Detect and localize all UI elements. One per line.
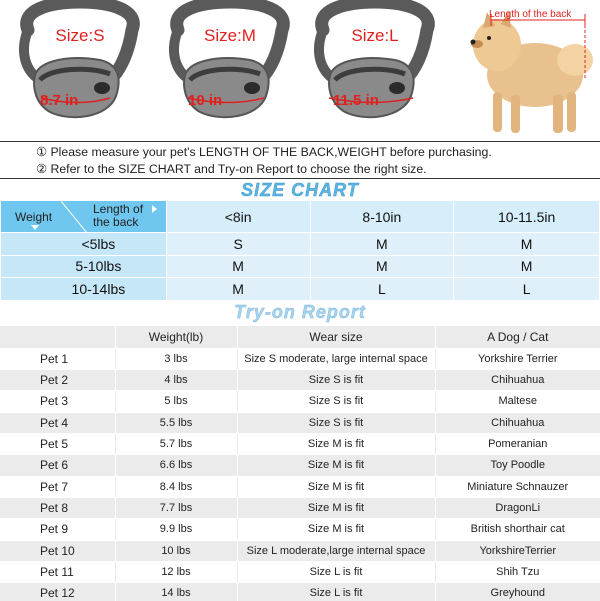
instructions [0, 141, 600, 179]
size-cell: M [454, 255, 600, 278]
instruction-1: ① Please measure your pet's LENGTH OF THE BACK,WEIGHT before purchasing. [36, 145, 492, 159]
size-chart-title: SIZE CHART [241, 180, 359, 200]
pet-weight: 9.9 lbs [115, 519, 237, 540]
pet-weight: 3 lbs [115, 348, 237, 369]
report-row [0, 433, 600, 454]
report-row [0, 476, 600, 497]
report-row [0, 455, 600, 476]
report-row [0, 391, 600, 412]
back-length-label: 11.5 in [333, 92, 379, 109]
bag-size-m [160, 0, 300, 130]
arrow-right-icon [152, 205, 157, 213]
wear-size: Size L is fit [237, 561, 435, 582]
size-cell: M [454, 233, 600, 256]
report-table [0, 326, 600, 601]
pet-weight: 12 lbs [115, 561, 237, 582]
sling-bag-icon [10, 0, 150, 130]
pet-weight: 5.7 lbs [115, 433, 237, 454]
wear-size: Size M is fit [237, 455, 435, 476]
product-strip [0, 0, 600, 140]
sling-bag-icon [305, 0, 445, 130]
pet-breed: Chihuahua [435, 412, 600, 433]
weight-range: 5-10lbs [1, 255, 167, 278]
pet-name: Pet 1 [0, 348, 115, 369]
report-row [0, 497, 600, 518]
wear-size: Size S is fit [237, 369, 435, 390]
wear-size: Size M is fit [237, 519, 435, 540]
pet-weight: 6.6 lbs [115, 455, 237, 476]
pet-breed: Chihuahua [435, 369, 600, 390]
pet-breed: Greyhound [435, 583, 600, 601]
weight-range: 10-14lbs [1, 278, 167, 301]
pet-name: Pet 8 [0, 497, 115, 518]
bag-size-s [10, 0, 150, 130]
dog-caption: Length of the back [489, 9, 572, 20]
size-label: Size:L [351, 26, 399, 45]
column-header: A Dog / Cat [435, 326, 600, 348]
pet-breed: Yorkshire Terrier [435, 348, 600, 369]
weight-label: Weight [15, 210, 53, 224]
size-chart-row [1, 278, 600, 301]
report-row [0, 561, 600, 582]
size-chart-corner [1, 201, 167, 233]
size-label: Size:M [204, 26, 256, 45]
size-cell: M [310, 255, 454, 278]
back-length-label: 8.7 in [40, 92, 79, 109]
size-chart-row [1, 255, 600, 278]
pet-name: Pet 10 [0, 540, 115, 561]
size-chart-row [1, 233, 600, 256]
pet-weight: 7.7 lbs [115, 497, 237, 518]
length-label: Length of the back [93, 202, 144, 229]
instruction-2: ② Refer to the SIZE CHART and Try-on Report to choose the right size. [36, 162, 427, 176]
wear-size: Size M is fit [237, 476, 435, 497]
column-header: 8-10in [310, 201, 454, 233]
size-cell: M [166, 278, 310, 301]
report-title: Try-on Report [234, 302, 366, 322]
pet-name: Pet 6 [0, 455, 115, 476]
sling-bag-icon [160, 0, 300, 130]
report-row [0, 412, 600, 433]
pet-name: Pet 11 [0, 561, 115, 582]
arrow-down-icon [31, 225, 39, 230]
column-header [0, 326, 115, 348]
pet-weight: 5 lbs [115, 391, 237, 412]
size-cell: M [310, 233, 454, 256]
size-cell: M [166, 255, 310, 278]
pet-breed: British shorthair cat [435, 519, 600, 540]
report-row [0, 519, 600, 540]
pet-name: Pet 4 [0, 412, 115, 433]
pet-breed: Miniature Schnauzer [435, 476, 600, 497]
report-row [0, 369, 600, 390]
pet-name: Pet 2 [0, 369, 115, 390]
pet-breed: DragonLi [435, 497, 600, 518]
size-label: Size:S [55, 26, 105, 45]
bag-size-l [305, 0, 445, 130]
report-row [0, 583, 600, 601]
wear-size: Size S is fit [237, 391, 435, 412]
pet-breed: Pomeranian [435, 433, 600, 454]
pet-breed: Shih Tzu [435, 561, 600, 582]
pet-name: Pet 5 [0, 433, 115, 454]
pet-breed: YorkshireTerrier [435, 540, 600, 561]
column-header: <8in [166, 201, 310, 233]
pomeranian-dog [455, 0, 600, 140]
size-chart-header [1, 201, 600, 233]
pet-weight: 5.5 lbs [115, 412, 237, 433]
pet-weight: 4 lbs [115, 369, 237, 390]
size-cell: S [166, 233, 310, 256]
pet-weight: 8.4 lbs [115, 476, 237, 497]
column-header: Wear size [237, 326, 435, 348]
pet-name: Pet 9 [0, 519, 115, 540]
pet-name: Pet 3 [0, 391, 115, 412]
column-header: 10-11.5in [454, 201, 600, 233]
report-header-row [0, 326, 600, 348]
size-cell: L [454, 278, 600, 301]
wear-size: Size L moderate,large internal space [237, 540, 435, 561]
wear-size: Size S is fit [237, 412, 435, 433]
wear-size: Size S moderate, large internal space [237, 348, 435, 369]
size-cell: L [310, 278, 454, 301]
report-row [0, 540, 600, 561]
wear-size: Size M is fit [237, 497, 435, 518]
size-chart-table [0, 200, 600, 301]
pet-name: Pet 7 [0, 476, 115, 497]
dog-icon [455, 0, 600, 140]
pet-name: Pet 12 [0, 583, 115, 601]
weight-range: <5lbs [1, 233, 167, 256]
wear-size: Size L is fit [237, 583, 435, 601]
back-length-label: 10 in [188, 92, 223, 109]
wear-size: Size M is fit [237, 433, 435, 454]
pet-breed: Toy Poodle [435, 455, 600, 476]
column-header: Weight(lb) [115, 326, 237, 348]
pet-weight: 14 lbs [115, 583, 237, 601]
pet-breed: Maltese [435, 391, 600, 412]
report-row [0, 348, 600, 369]
pet-weight: 10 lbs [115, 540, 237, 561]
